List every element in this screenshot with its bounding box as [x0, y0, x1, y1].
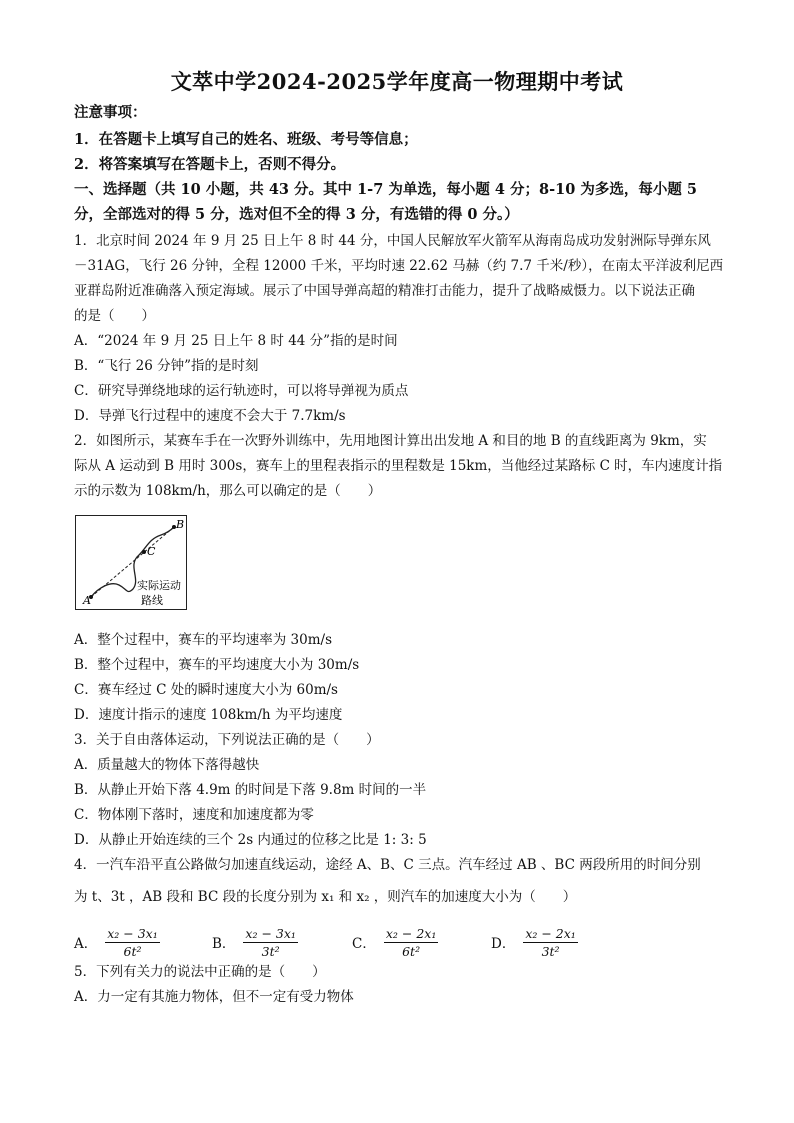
q1-stem-line-2: －31AG，飞行 26 分钟，全程 12000 千米，平均时速 22.62 马赫（约 7.7 千米/秒），在南太平洋波利尼西 — [74, 258, 724, 274]
q2-stem-line-2: 际从 A 运动到 B 用时 300s，赛车上的里程表指示的里程数是 15km，当他经过某路标 C 时，车内速度计指 — [74, 458, 723, 474]
q4-option-d-denominator: 3t² — [541, 943, 560, 959]
point-c-dot — [142, 550, 146, 554]
q4-stem-line-1: 4．一汽车沿平直公路做匀加速直线运动，途经 A、B、C 三点。汽车经过 AB 、BC 两段所用的时间分别 — [74, 857, 701, 873]
label-b: B — [176, 518, 185, 531]
q4-option-c-label: C． — [352, 936, 376, 952]
q4-option-a-numerator: x₂ − 3x₁ — [107, 925, 158, 941]
q1-option-c: C．研究导弹绕地球的运行轨迹时，可以将导弹视为质点 — [74, 383, 409, 399]
q4-option-d-numerator: x₂ − 2x₁ — [525, 925, 576, 941]
q4-option-a — [74, 922, 160, 962]
q3-stem: 3．关于自由落体运动，下列说法正确的是（ ） — [74, 732, 380, 748]
q4-stem-line-2: 为 t、3t ，AB 段和 BC 段的长度分别为 x₁ 和 x₂ ，则汽车的加速度大小为（ ） — [74, 889, 577, 905]
q4-option-c-fraction — [384, 926, 439, 959]
label-a: A — [83, 594, 91, 607]
q4-option-c-denominator: 6t² — [402, 943, 421, 959]
q1-stem-line-4: 的是（ ） — [74, 308, 155, 324]
q4-option-c-numerator: x₂ − 2x₁ — [385, 925, 437, 941]
q1-stem-line-1: 1．北京时间 2024 年 9 月 25 日上午 8 时 44 分，中国人民解放军火箭军从海南岛成功发射洲际导弹东风 — [74, 233, 711, 249]
section-heading-line-2: 分，全部选对的得 5 分，选对但不全的得 3 分，有选错的得 0 分。） — [74, 206, 519, 223]
q2-option-d: D．速度计指示的速度 108km/h 为平均速度 — [74, 707, 343, 723]
q3-option-b: B．从静止开始下落 4.9m 的时间是下落 9.8m 时间的一半 — [74, 782, 427, 798]
note-item-1: 1．在答题卡上填写自己的姓名、班级、考号等信息； — [74, 131, 418, 148]
route-caption-line-2: 路线 — [141, 594, 163, 607]
q4-option-c — [352, 922, 438, 962]
q5-option-a: A．力一定有其施力物体，但不一定有受力物体 — [74, 989, 354, 1005]
route-caption-line-1: 实际运动 — [137, 579, 181, 592]
q4-option-d-label: D． — [491, 936, 516, 952]
q4-option-b — [212, 922, 298, 962]
route-diagram — [75, 515, 187, 610]
q1-stem-line-3: 亚群岛附近准确落入预定海域。展示了中国导弹高超的精准打击能力，提升了战略威慑力。以下说法正确 — [74, 283, 695, 299]
q3-option-c: C．物体刚下落时，速度和加速度都为零 — [74, 807, 314, 823]
q4-option-a-fraction — [105, 926, 160, 959]
q4-option-a-denominator: 6t² — [123, 943, 142, 959]
q4-option-d-fraction — [523, 926, 578, 959]
q1-option-d: D．导弹飞行过程中的速度不会大于 7.7km/s — [74, 408, 346, 424]
q4-option-b-numerator: x₂ − 3x₁ — [245, 925, 296, 941]
q4-option-b-fraction — [243, 926, 298, 959]
q4-options — [74, 922, 734, 962]
q4-option-b-label: B． — [212, 936, 236, 952]
q4-option-a-label: A． — [74, 936, 98, 952]
notes-heading: 注意事项： — [74, 104, 147, 121]
q2-stem-line-1: 2．如图所示，某赛车手在一次野外训练中，先用地图计算出出发地 A 和目的地 B 的直线距离为 9km，实 — [74, 433, 707, 449]
q1-option-b: B．“飞行 26 分钟”指的是时刻 — [74, 358, 259, 374]
section-heading-line-1: 一、选择题（共 10 小题，共 43 分。其中 1-7 为单选，每小题 4 分；8-10 为多选，每小题 5 — [74, 181, 697, 198]
route-figure — [75, 515, 187, 610]
q4-option-d — [491, 922, 578, 962]
exam-title: 文萃中学2024-2025学年度高一物理期中考试 — [170, 69, 624, 94]
q4-option-b-denominator: 3t² — [261, 943, 280, 959]
q2-stem-line-3: 示的示数为 108km/h，那么可以确定的是（ ） — [74, 483, 382, 499]
q2-option-a: A．整个过程中，赛车的平均速率为 30m/s — [74, 632, 332, 648]
q2-option-c: C．赛车经过 C 处的瞬时速度大小为 60m/s — [74, 682, 338, 698]
q3-option-d: D．从静止开始连续的三个 2s 内通过的位移之比是 1: 3: 5 — [74, 832, 427, 848]
label-c: C — [147, 545, 156, 558]
q5-stem: 5．下列有关力的说法中正确的是（ ） — [74, 964, 326, 980]
q2-option-b: B．整个过程中，赛车的平均速度大小为 30m/s — [74, 657, 360, 673]
q1-option-a: A．“2024 年 9 月 25 日上午 8 时 44 分”指的是时间 — [74, 333, 398, 349]
q3-option-a: A．质量越大的物体下落得越快 — [74, 757, 260, 773]
note-item-2: 2．将答案填写在答题卡上，否则不得分。 — [74, 156, 346, 173]
